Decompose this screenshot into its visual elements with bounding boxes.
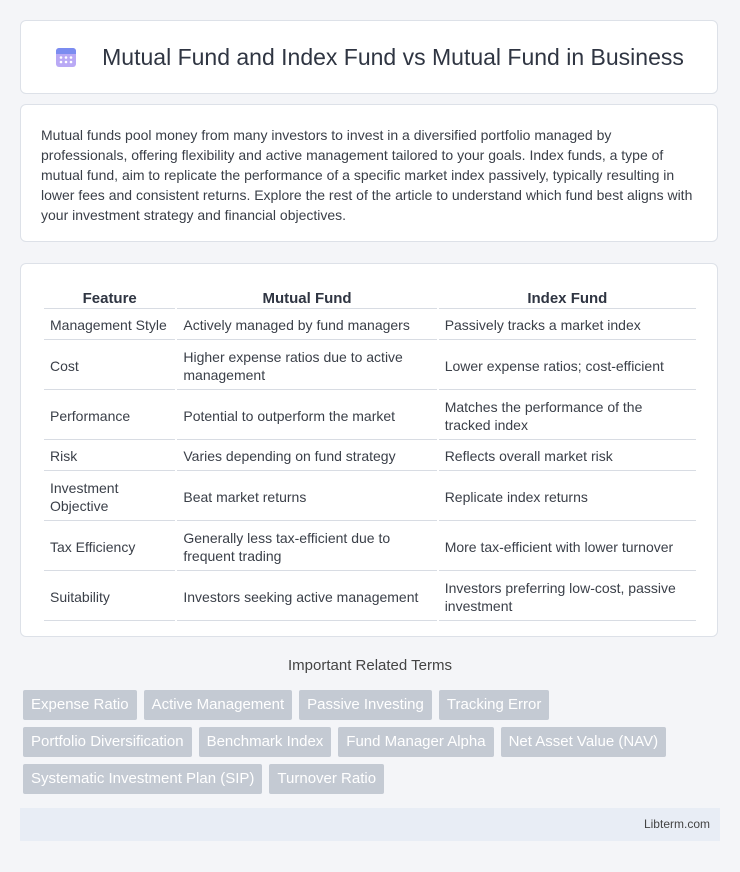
footer [20,808,720,841]
table-cell: Beat market returns [177,473,436,521]
term-tag-benchmark-index[interactable]: Benchmark Index [199,727,332,757]
table-cell: Potential to outperform the market [177,392,436,440]
table-cell: Matches the performance of the tracked index [439,392,696,440]
table-cell: Reflects overall market risk [439,442,696,471]
table-row [44,442,696,471]
table-cell: Tax Efficiency [44,523,175,571]
table-header-mutual-fund: Mutual Fund [177,286,436,309]
table-cell: Actively managed by fund managers [177,311,436,340]
term-tag-tracking-error[interactable]: Tracking Error [439,690,549,720]
table-header-feature: Feature [44,286,175,309]
term-tag-passive-investing[interactable]: Passive Investing [299,690,432,720]
table-cell: Replicate index returns [439,473,696,521]
table-cell: Risk [44,442,175,471]
intro-card [20,104,718,242]
table-cell: Lower expense ratios; cost-efficient [439,342,696,390]
term-tag-fund-manager-alpha[interactable]: Fund Manager Alpha [338,727,493,757]
term-tag-active-management[interactable]: Active Management [144,690,293,720]
term-tag-portfolio-diversification[interactable]: Portfolio Diversification [23,727,192,757]
table-cell: Cost [44,342,175,390]
table-row [44,311,696,340]
table-cell: Management Style [44,311,175,340]
calendar-icon [54,45,78,69]
comparison-table [42,284,698,623]
table-header-index-fund: Index Fund [439,286,696,309]
table-row [44,392,696,440]
table-row [44,573,696,621]
table-cell: Investors seeking active management [177,573,436,621]
table-cell: Varies depending on fund strategy [177,442,436,471]
table-cell: More tax-efficient with lower turnover [439,523,696,571]
table-cell: Investment Objective [44,473,175,521]
related-terms-title: Important Related Terms [288,657,452,674]
term-tag-expense-ratio[interactable]: Expense Ratio [23,690,137,720]
term-tag-sip[interactable]: Systematic Investment Plan (SIP) [23,764,262,794]
related-terms-list [23,690,723,801]
footer-brand[interactable]: Libterm.com [643,817,710,831]
table-row [44,523,696,571]
table-cell: Suitability [44,573,175,621]
table-cell: Investors preferring low-cost, passive investment [439,573,696,621]
table-cell: Passively tracks a market index [439,311,696,340]
table-row [44,473,696,521]
comparison-table-card [20,263,718,637]
term-tag-turnover-ratio[interactable]: Turnover Ratio [269,764,384,794]
table-cell: Performance [44,392,175,440]
page-title: Mutual Fund and Index Fund vs Mutual Fund in Business [102,43,684,70]
table-cell: Generally less tax-efficient due to frequent trading [177,523,436,571]
intro-text: Mutual funds pool money from many investors to invest in a diversified portfolio managed by professionals, offering flexibility and active management tailored to your goals. Index funds, a type of mutual fund, aim to replicate the performance of a specific market index passively, typically resulting in lower fees and consistent returns. Explore the rest of the article to understand which fund best aligns with your investment strategy and financial objectives. [41,127,693,223]
term-tag-nav[interactable]: Net Asset Value (NAV) [501,727,667,757]
header-card [20,20,718,94]
table-cell: Higher expense ratios due to active management [177,342,436,390]
table-row [44,342,696,390]
